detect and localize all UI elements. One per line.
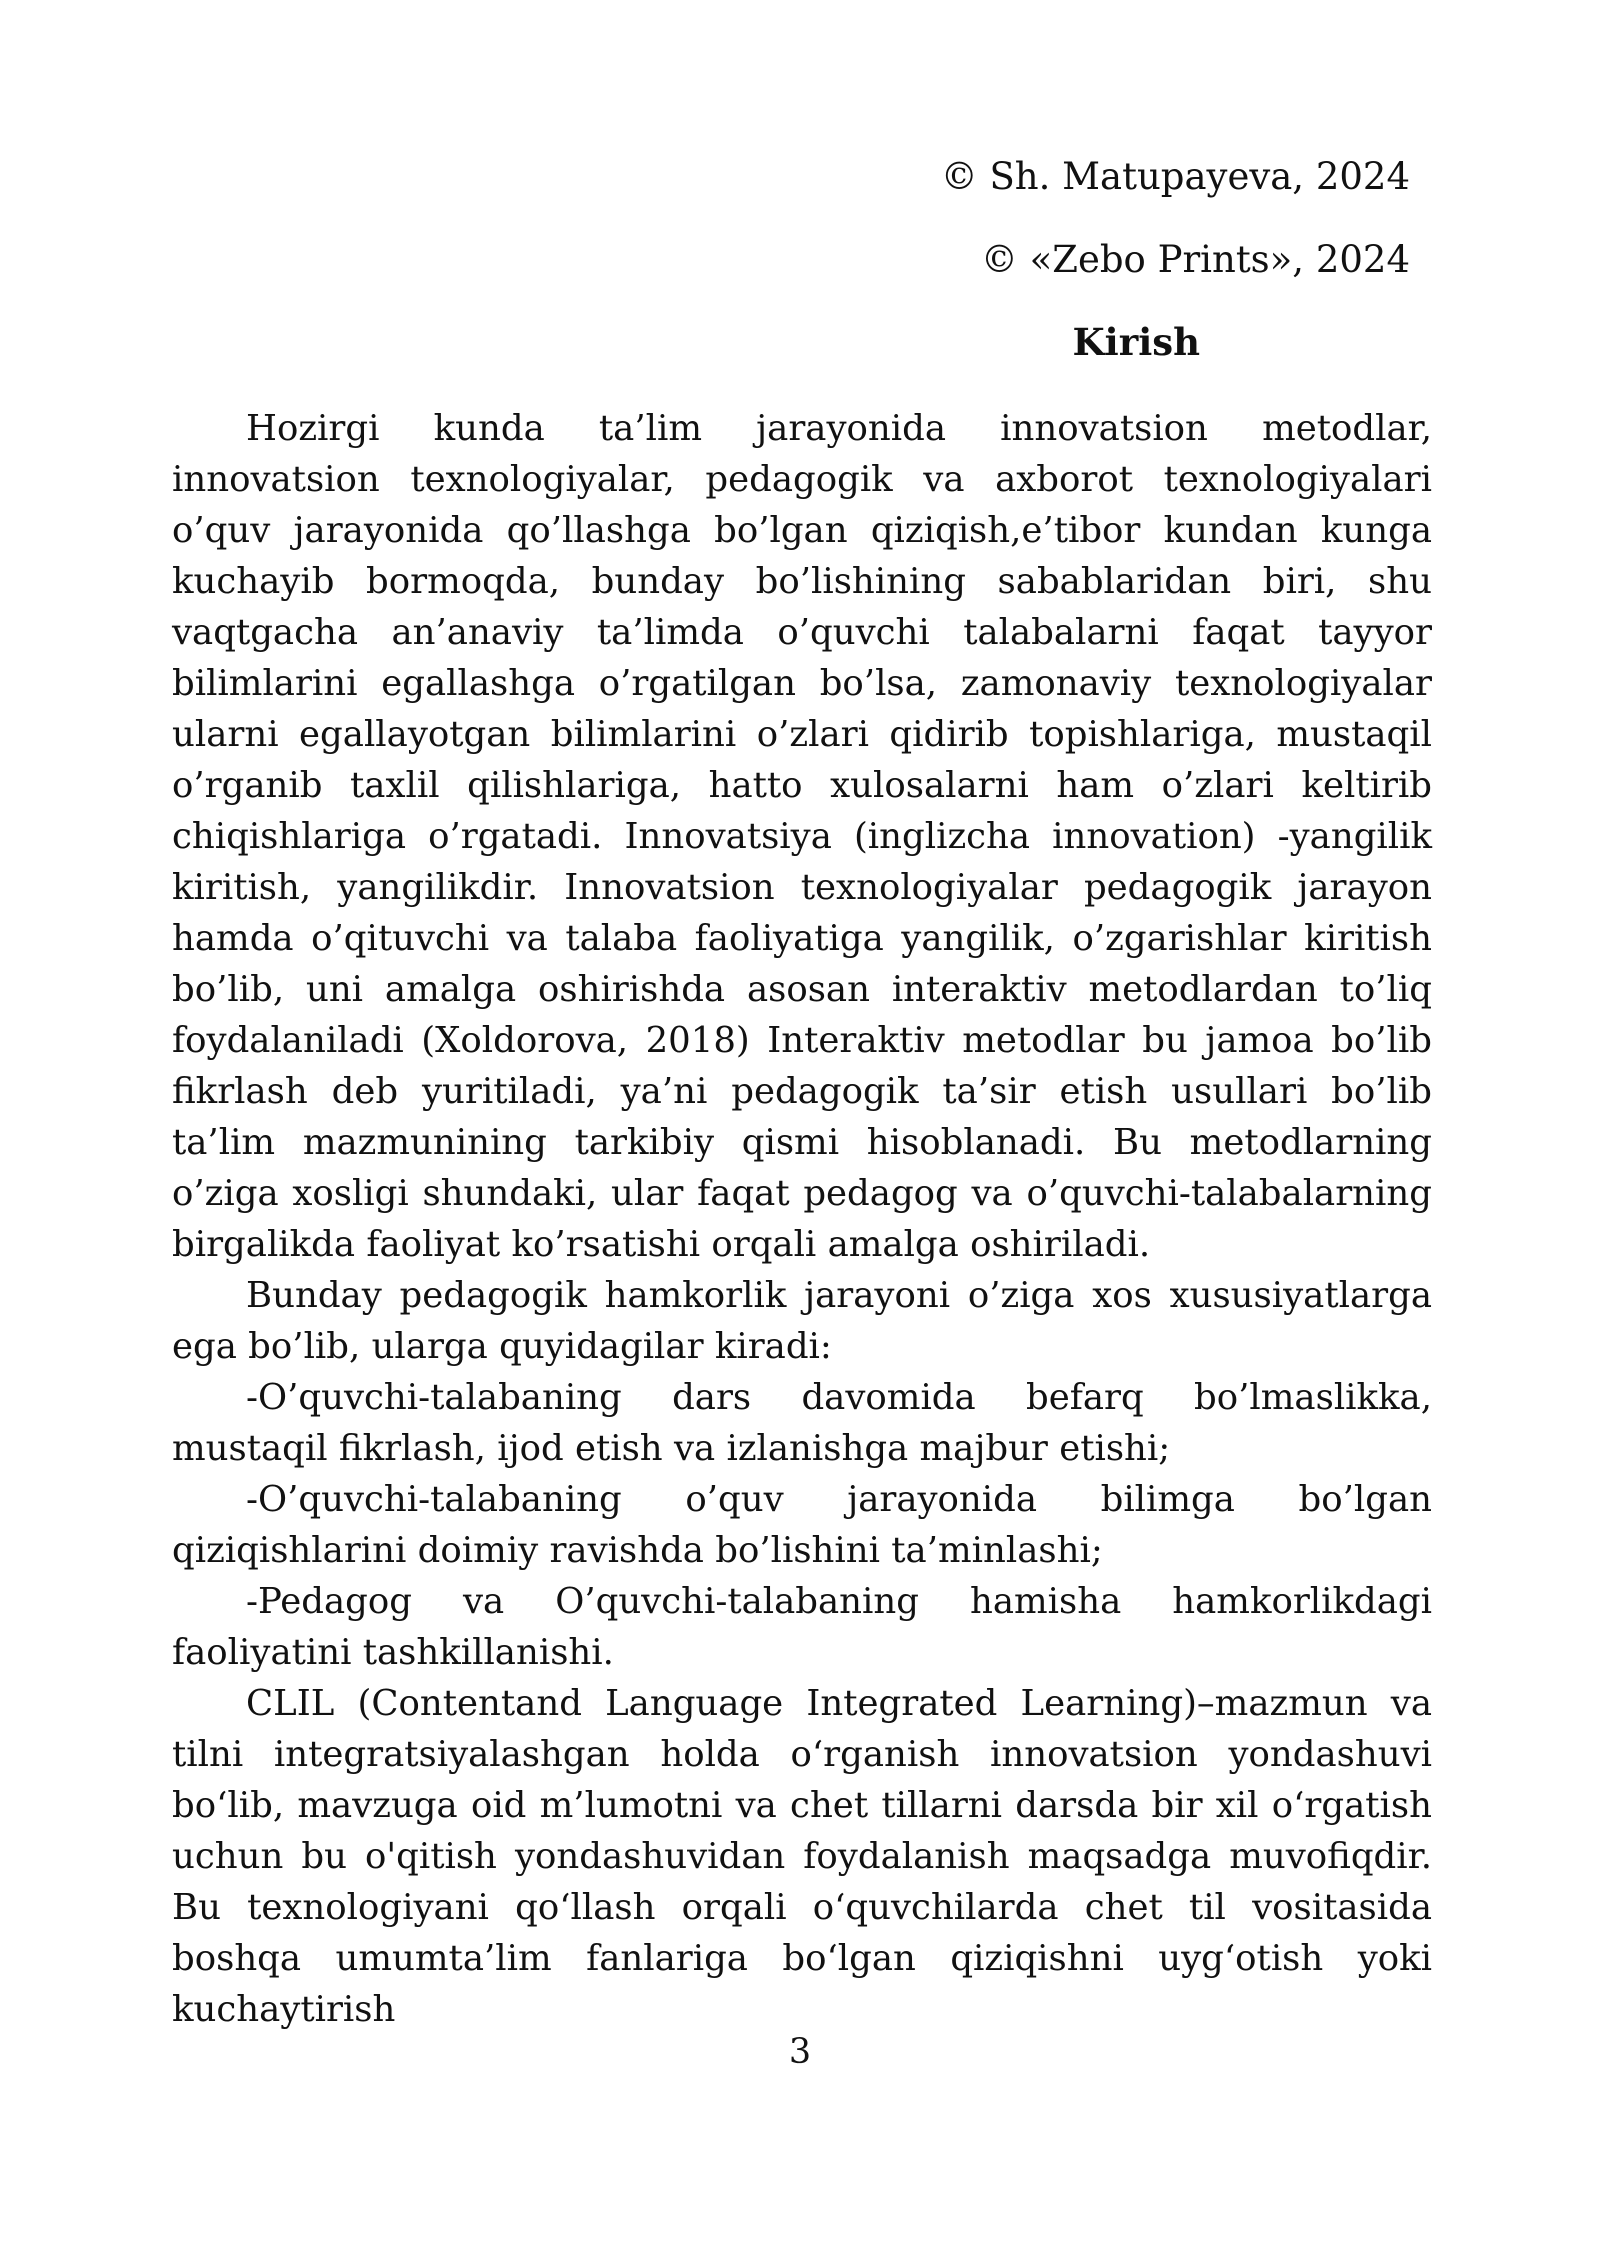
features-intro-paragraph: Bunday pedagogik hamkorlik jarayoni o’ziga xos xususiyatlarga ega bo’lib, ularga quyidagilar kiradi:	[172, 1275, 1432, 1367]
section-heading: Kirish	[1072, 320, 1200, 364]
copyright-publisher: © «Zebo Prints», 2024	[980, 238, 1410, 281]
body-text	[172, 403, 1432, 2035]
list-item: -O’quvchi-talabaning o’quv jarayonida bilimga bo’lgan qiziqishlarini doimiy ravishda bo’lishini ta’minlashi;	[172, 1479, 1432, 1571]
intro-paragraph: Hozirgi kunda ta’lim jarayonida innovatsion metodlar, innovatsion texnologiyalar, pedagogik va axborot texnologiyalari o’quv jarayonida qo’llashga bo’lgan qiziqish,e’tibor kundan kunga kuchayib bormoqda, bunday bo’lishining sabablaridan biri, shu vaqtgacha an’anaviy ta’limda o’quvchi talabalarni faqat tayyor bilimlarini egallashga o’rgatilgan bo’lsa, zamonaviy texnologiyalar ularni egallayotgan bilimlarini o’zlari qidirib topishlariga, mustaqil o’rganib taxlil qilishlariga, hatto xulosalarni ham o’zlari keltirib chiqishlariga o’rgatadi. Innovatsiya (inglizcha innovation) -yangilik kiritish, yangilikdir. Innovatsion texnologiyalar pedagogik jarayon hamda o’qituvchi va talaba faoliyatiga yangilik, o’zgarishlar kiritish bo’lib, uni amalga oshirishda asosan interaktiv metodlardan to’liq foydalaniladi (Xoldorova, 2018) Interaktiv metodlar bu jamoa bo’lib fikrlash deb yuritiladi, ya’ni pedagogik ta’sir etish usullari bo’lib ta’lim mazmunining tarkibiy qismi hisoblanadi. Bu metodlarning o’ziga xosligi shundaki, ular faqat pedagog va o’quvchi-talabalarning birgalikda faoliyat ko’rsatishi orqali amalga oshiriladi.	[172, 408, 1432, 1265]
page-number: 3	[788, 2032, 812, 2072]
copyright-author: © Sh. Matupayeva, 2024	[940, 155, 1410, 198]
list-item: -O’quvchi-talabaning dars davomida befarq bo’lmaslikka, mustaqil fikrlash, ijod etish va izlanishga majbur etishi;	[172, 1377, 1432, 1469]
list-item: -Pedagog va O’quvchi-talabaning hamisha hamkorlikdagi faoliyatini tashkillanishi.	[172, 1581, 1432, 1673]
clil-paragraph: CLIL (Contentand Language Integrated Learning)–mazmun va tilni integratsiyalashgan holda o‘rganish innovatsion yondashuvi bo‘lib, mavzuga oid m’lumotni va chet tillarni darsda bir xil o‘rgatish uchun bu o'qitish yondashuvidan foydalanish maqsadga muvofiqdir. Bu texnologiyani qo‘llash orqali o‘quvchilarda chet til vositasida boshqa umumta’lim fanlariga bo‘lgan qiziqishni uyg‘otish yoki kuchaytirish	[172, 1683, 1432, 2030]
